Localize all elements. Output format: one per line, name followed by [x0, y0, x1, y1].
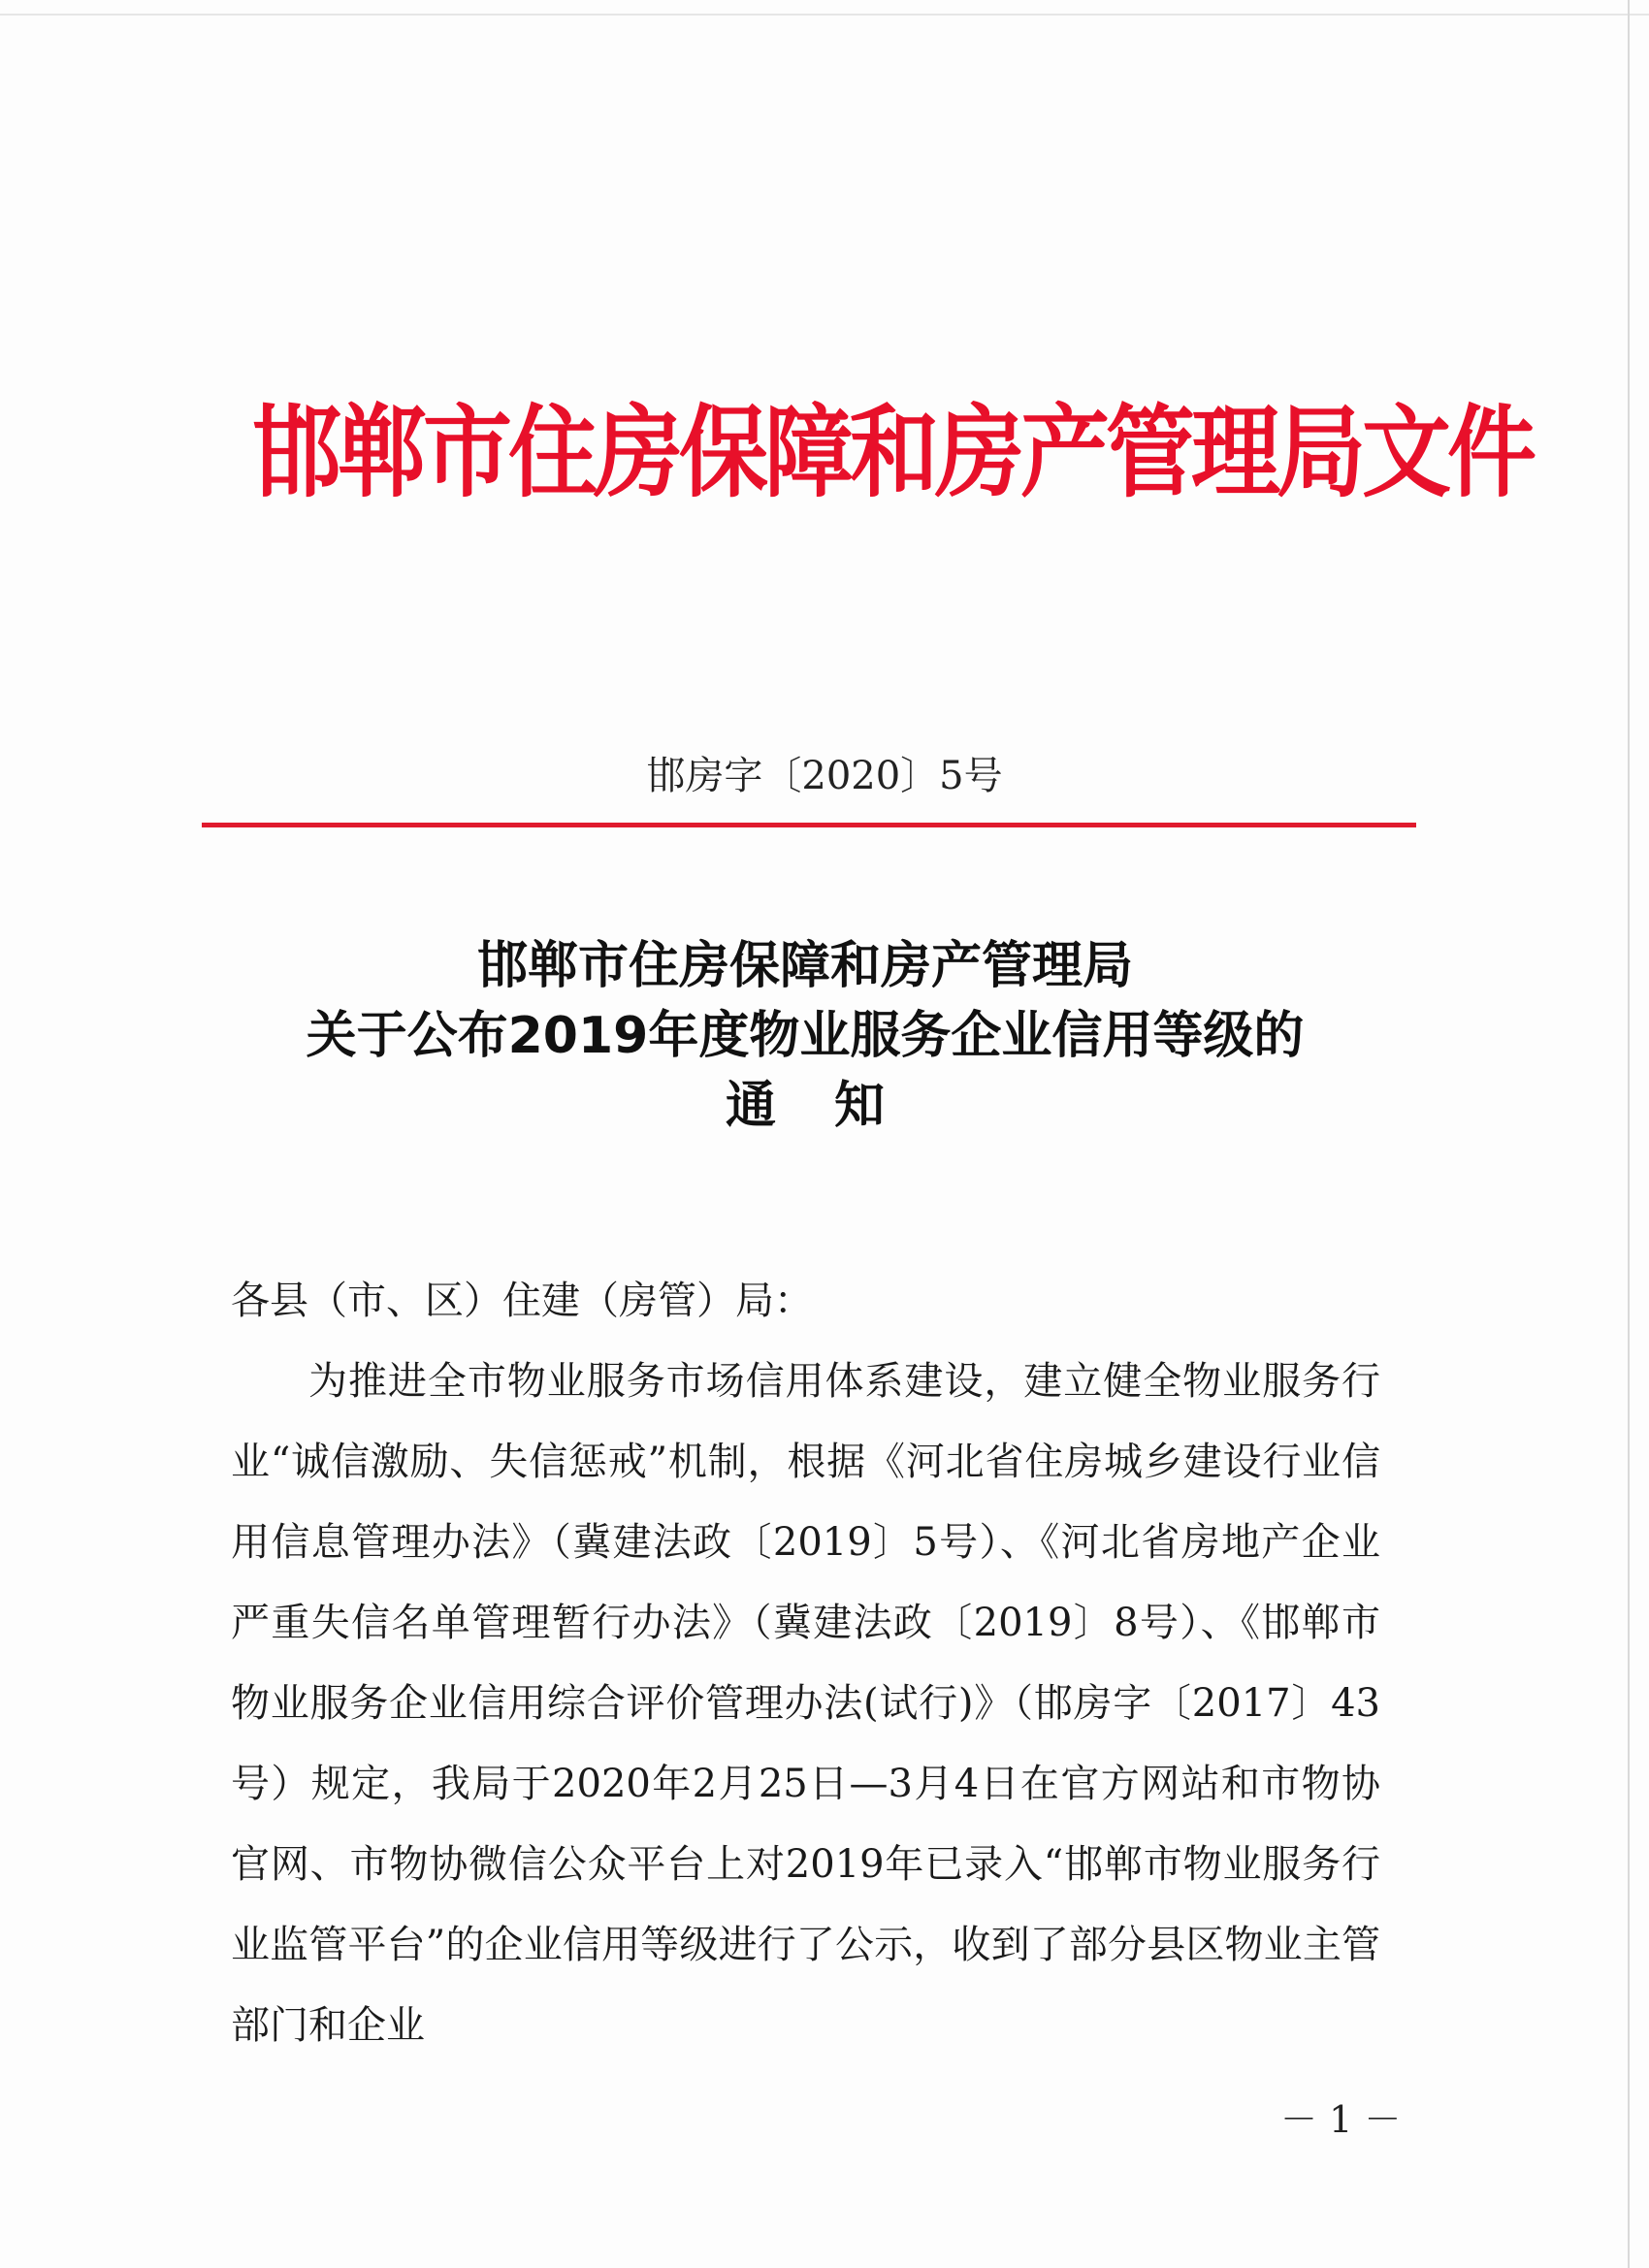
scan-edge-right — [1628, 0, 1630, 2268]
notice-title — [194, 931, 1416, 1141]
scan-edge-top — [0, 14, 1649, 16]
title-line-2: 关于公布2019年度物业服务企业信用等级的 — [306, 1007, 1305, 1065]
title-line-3: 通知 — [725, 1077, 943, 1135]
body-paragraph-1: 为推进全市物业服务市场信用体系建设，建立健全物业服务行业“诚信激励、失信惩戒”机制，根据《河北省住房城乡建设行业信用信息管理办法》（冀建法政〔2019〕5号）、《河北省房地产企业严重失信名单管理暂行办法》（冀建法政〔2019〕8号）、《邯郸市物业服务企业信用综合评价管理办法(试行)》（邯房字〔2017〕43号）规定，我局于2020年2月25日—3月4日在官方网站和市物协官网、市物协微信公众平台上对2019年已录入“邯郸市物业服务行业监管平台”的企业信用等级进行了公示，收到了部分县区物业主管部门和企业 — [231, 1359, 1380, 2048]
document-number: 邯房字〔2020〕5号 — [646, 754, 1003, 798]
notice-body — [231, 1261, 1380, 2066]
issuer-title: 邯郸市住房保障和房产管理局文件 — [252, 394, 1534, 511]
title-line-1: 邯郸市住房保障和房产管理局 — [476, 937, 1133, 995]
salutation: 各县（市、区）住建（房管）局： — [231, 1279, 813, 1323]
red-divider-rule — [202, 823, 1416, 827]
page-number: － 1 － — [1280, 2098, 1402, 2141]
